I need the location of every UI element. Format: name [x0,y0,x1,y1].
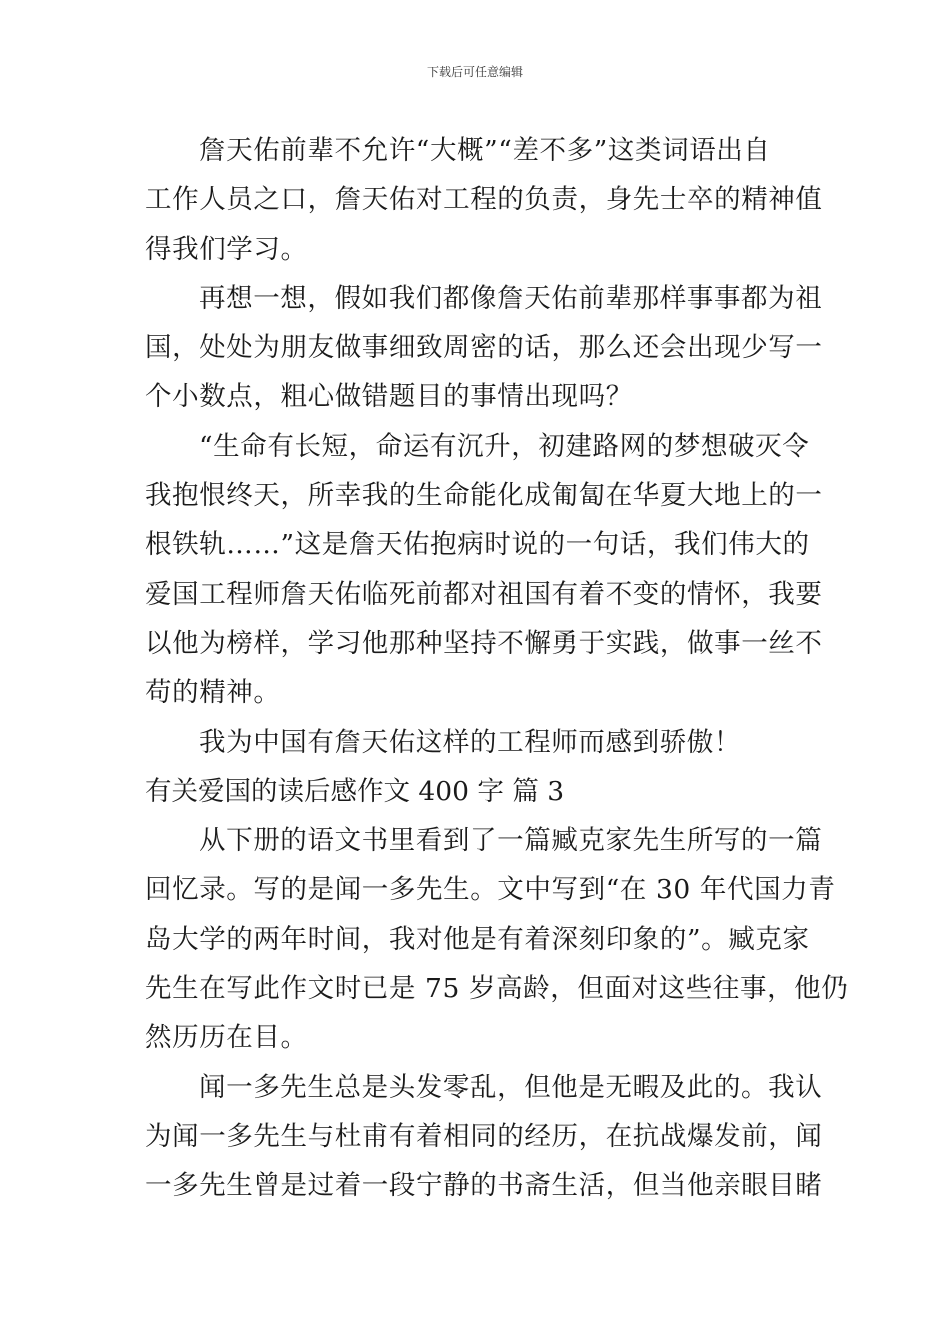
text-line: 得我们学习。 [145,233,308,265]
paragraph-quote [145,422,823,718]
text-line: 苟的精神。 [145,677,281,709]
document-body [145,126,849,1211]
text-line: 我抱恨终天，所幸我的生命能化成匍匐在华夏大地上的一 [145,480,823,512]
text-line: 岛大学的两年时间，我对他是有着深刻印象的”。臧克家 [145,923,810,955]
text-line: 回忆录。写的是闻一多先生。文中写到“在 30 年代国力青 [145,874,836,906]
text-line: 闻一多先生总是头发零乱，但他是无暇及此的。我认 [199,1071,823,1103]
text-line: 我为中国有詹天佑这样的工程师而感到骄傲！ [199,726,741,758]
text-line: 为闻一多先生与杜甫有着相同的经历，在抗战爆发前，闻 [145,1120,823,1152]
text-line: 先生在写此作文时已是 75 岁高龄，但面对这些往事，他仍 [145,973,849,1005]
text-line: 从下册的语文书里看到了一篇臧克家先生所写的一篇 [199,825,823,857]
text-line: 再想一想，假如我们都像詹天佑前辈那样事事都为祖 [199,282,823,314]
paragraph-memoir-intro [145,816,849,1062]
page-header-watermark: 下载后可任意编辑 [426,65,523,79]
paragraph-reflection [145,274,823,422]
text-line: 一多先生曾是过着一段宁静的书斋生活，但当他亲眼目睹 [145,1170,823,1202]
paragraph-pride [145,718,810,767]
text-line: 以他为榜样，学习他那种坚持不懈勇于实践，做事一丝不 [145,627,823,659]
text-line: 詹天佑前辈不允许“大概”“差不多”这类词语出自 [199,135,771,166]
text-line: 工作人员之口，詹天佑对工程的负责，身先士卒的精神值 [145,184,823,216]
text-line: 然历历在目。 [145,1022,308,1054]
text-line: “生命有长短，命运有沉升，初建路网的梦想破灭令 [199,430,810,462]
section-heading [145,767,810,816]
text-line: 国，处处为朋友做事细致周密的话，那么还会出现少写一 [145,332,823,364]
paragraph-zhan-tianyou-rigor [145,126,823,274]
text-line: 根铁轨……”这是詹天佑抱病时说的一句话，我们伟大的 [145,529,810,561]
text-line: 爱国工程师詹天佑临死前都对祖国有着不变的情怀，我要 [145,578,823,610]
section-title: 有关爱国的读后感作文 400 字 篇 3 [145,775,565,807]
text-line: 个小数点，粗心做错题目的事情出现吗？ [145,381,633,413]
paragraph-wen-yiduo [145,1063,823,1211]
